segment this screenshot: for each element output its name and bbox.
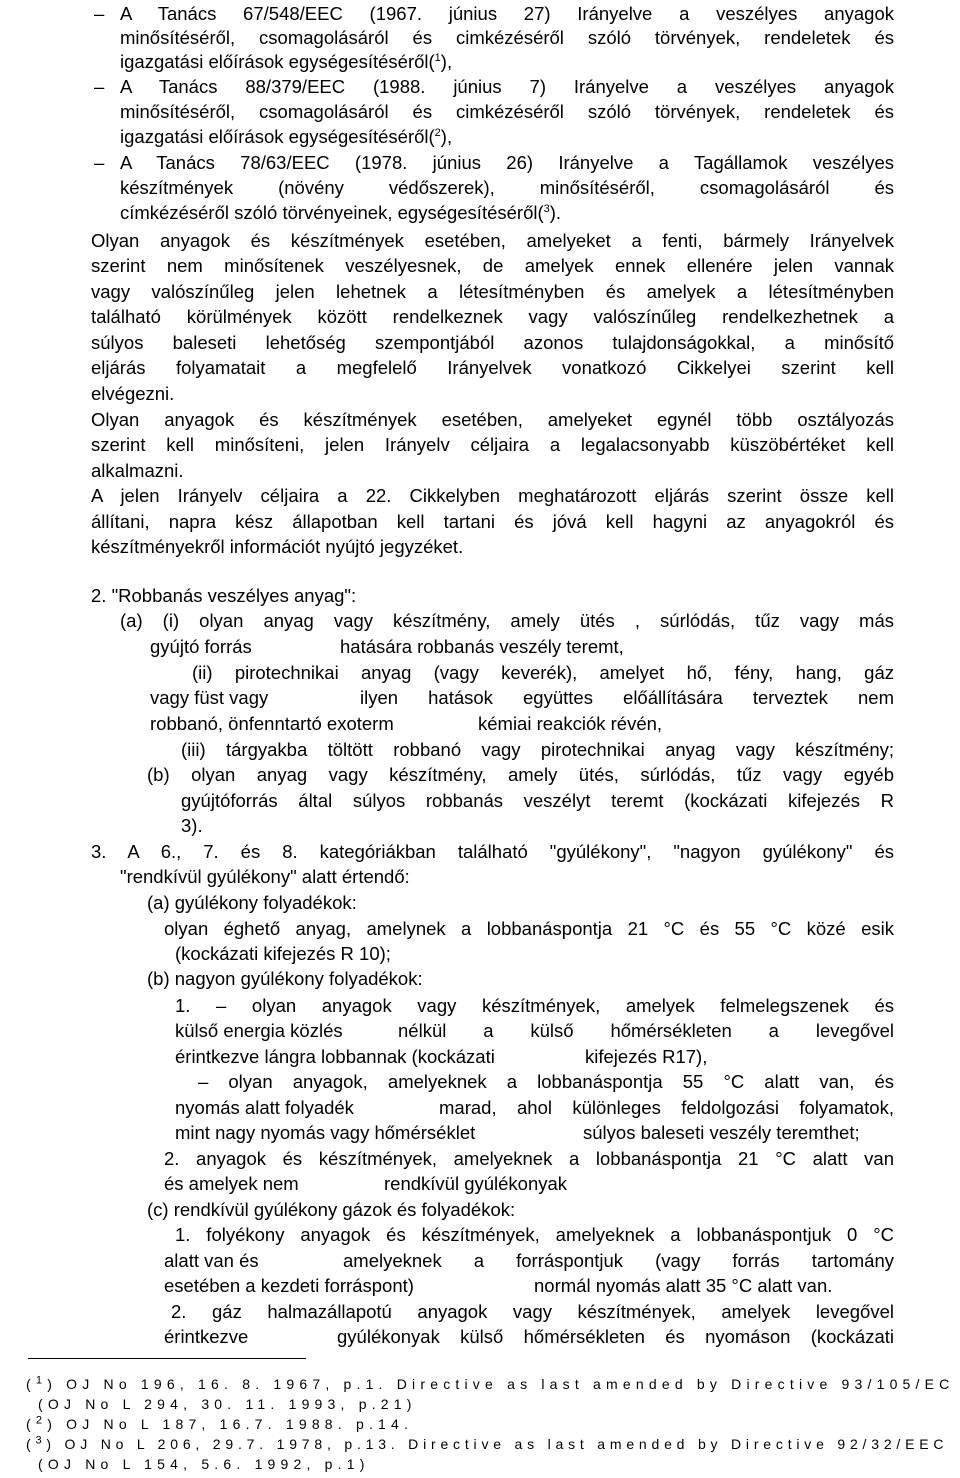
subsection-heading: (b) nagyon gyúlékony folyadékok: <box>147 968 423 989</box>
definition-line: rendkívül gyúlékonyak <box>384 1173 568 1194</box>
definition-line: – olyan anyagok, amelyeknek a lobbanáspontja 55 °C alatt van, és <box>198 1071 894 1092</box>
list-item-line: minősítéséről, csomagolásáról és cimkézéséről szóló törvények, rendeletek és <box>120 101 894 122</box>
paragraph-line: súlyos baleseti lehetőség szempontjából azonos tulajdonságokkal, a minősítő <box>91 332 894 353</box>
definition-line: (b) olyan anyag vagy készítmény, amely ütés, súrlódás, tűz vagy egyéb <box>147 764 894 785</box>
definition-line: kémiai reakciók révén, <box>478 713 663 734</box>
definition-line: kifejezés R17), <box>585 1046 708 1067</box>
paragraph-line: eljárás folyamatait a megfelelő Irányelvek vonatkozó Cikkelyei szerint kell <box>91 357 894 378</box>
paragraph-line: Olyan anyagok és készítmények esetében, amelyeket egynél több osztályozás <box>91 409 894 430</box>
paragraph-line: elvégezni. <box>91 383 175 404</box>
definition-line: 1. – olyan anyagok vagy készítmények, amelyek felmelegszenek és <box>175 995 894 1016</box>
list-item-line: A Tanács 78/63/EEC (1978. június 26) Irányelve a Tagállamok veszélyes <box>120 152 894 173</box>
paragraph-line: szerint nem minősítenek veszélyesnek, de amelyek ennek ellenére jelen vannak <box>91 255 894 276</box>
definition-line: érintkezve lángra lobbannak (kockázati <box>175 1046 495 1067</box>
section-heading: "rendkívül gyúlékony" alatt értendő: <box>120 866 410 887</box>
list-item-line: készítmények (növény védőszerek), minősítéséről, csomagolásáról és <box>120 177 894 198</box>
definition-line: gyújtó forrás <box>150 636 252 657</box>
footnote-ref: 2 <box>434 126 441 139</box>
footnote: ($^3$) OJ No L 206, 29.7. 1978, p.13. Directive as last amended by Directive 92/32/EEC <box>26 1434 949 1452</box>
definition-line: (iii) tárgyakba töltött robbanó vagy pirotechnikai anyag vagy készítmény; <box>181 739 894 760</box>
definition-line: normál nyomás alatt 35 °C alatt van. <box>534 1275 833 1296</box>
paragraph-line: szerint kell minősíteni, jelen Irányelv céljaira a legalacsonyabb küszöbértéket kell <box>91 434 894 455</box>
definition-line: súlyos baleseti veszély teremthet; <box>583 1122 860 1143</box>
definition-line: nyomás alatt folyadék <box>175 1097 354 1118</box>
list-item-line: A Tanács 67/548/EEC (1967. június 27) Irányelve a veszélyes anyagok <box>120 3 894 24</box>
definition-line: 3). <box>181 815 203 836</box>
definition-line: hatására robbanás veszély teremt, <box>340 636 624 657</box>
definition-line: nélkül a külső hőmérsékleten a levegővel <box>398 1020 894 1041</box>
definition-line: érintkezve <box>164 1326 249 1347</box>
subsection-heading: (a) gyúlékony folyadékok: <box>147 892 357 913</box>
footnote: ($^2$) OJ No L 187, 16.7. 1988. p.14. <box>26 1414 414 1432</box>
list-dash: – <box>94 76 105 97</box>
list-item-line: igazgatási előírások egységesítéséről($^1$), <box>120 51 453 72</box>
definition-line: 2. anyagok és készítmények, amelyeknek a lobbanáspontja 21 °C alatt van <box>164 1148 894 1169</box>
paragraph-line: alkalmazni. <box>91 460 184 481</box>
definition-line: 2. gáz halmazállapotú anyagok vagy készítmények, amelyek levegővel <box>171 1301 894 1322</box>
list-dash: – <box>94 152 105 173</box>
definition-line: gyúlékonyak külső hőmérsékleten és nyomáson (kockázati <box>337 1326 894 1347</box>
paragraph-line: Olyan anyagok és készítmények esetében, amelyeket a fenti, bármely Irányelvek <box>91 230 894 251</box>
list-dash: – <box>94 3 105 24</box>
paragraph-line: található körülmények között rendelkeznek vagy valószínűleg rendelkezhetnek a <box>91 306 894 327</box>
footnote-ref: 1 <box>434 51 441 64</box>
footnote-continuation: (OJ No L 154, 5.6. 1992, p.1) <box>38 1456 370 1472</box>
paragraph-line: A jelen Irányelv céljaira a 22. Cikkelyben meghatározott eljárás szerint össze kell <box>91 485 894 506</box>
definition-line: alatt van és <box>164 1250 259 1271</box>
subsection-heading: (c) rendkívül gyúlékony gázok és folyadékok: <box>147 1199 516 1220</box>
definition-line: külső energia közlés <box>175 1020 343 1041</box>
definition-line: esetében a kezdeti forráspont) <box>164 1275 414 1296</box>
definition-line: (kockázati kifejezés R 10); <box>175 943 391 964</box>
footnote-ref: 3 <box>543 202 550 215</box>
definition-line: ilyen hatások együttes előállítására terveztek nem <box>360 687 894 708</box>
definition-line: robbanó, önfenntartó exoterm <box>150 713 394 734</box>
footnote-continuation: (OJ No L 294, 30. 11. 1993, p.21) <box>38 1396 417 1412</box>
definition-line: marad, ahol különleges feldolgozási folyamatok, <box>439 1097 894 1118</box>
definition-line: vagy füst vagy <box>150 687 269 708</box>
section-heading: 3. A 6., 7. és 8. kategóriákban található "gyúlékony", "nagyon gyúlékony" és <box>91 841 894 862</box>
definition-line: olyan éghető anyag, amelynek a lobbanáspontja 21 °C és 55 °C közé esik <box>164 918 894 939</box>
definition-line: (ii) pirotechnikai anyag (vagy keverék), amelyet hő, fény, hang, gáz <box>192 662 894 683</box>
footnote-separator <box>28 1358 306 1359</box>
definition-line: és amelyek nem <box>164 1173 299 1194</box>
list-item-line: A Tanács 88/379/EEC (1988. június 7) Irányelve a veszélyes anyagok <box>120 76 894 97</box>
definition-line: (a) (i) olyan anyag vagy készítmény, amely ütés , súrlódás, tűz vagy más <box>120 610 894 631</box>
list-item-line: minősítéséről, csomagolásáról és cimkézéséről szóló törvények, rendeletek és <box>120 27 894 48</box>
definition-line: 1. folyékony anyagok és készítmények, amelyeknek a lobbanáspontjuk 0 °C <box>175 1224 894 1245</box>
paragraph-line: állítani, napra kész állapotban kell tartani és jóvá kell hagyni az anyagokról és <box>91 511 894 532</box>
footnote: ($^1$) OJ No 196, 16. 8. 1967, p.1. Directive as last amended by Directive 93/105/EC <box>26 1374 955 1392</box>
list-item-line: igazgatási előírások egységesítéséről($^2$), <box>120 126 453 147</box>
paragraph-line: vagy valószínűleg jelen lehetnek a létesítményben és amelyek a létesítményben <box>91 281 894 302</box>
paragraph-line: készítményekről információt nyújtó jegyzéket. <box>91 536 464 557</box>
definition-line: mint nagy nyomás vagy hőmérséklet <box>175 1122 476 1143</box>
definition-line: gyújtóforrás által súlyos robbanás veszélyt teremt (kockázati kifejezés R <box>181 790 894 811</box>
list-item-line: címkézéséről szóló törvényeinek, egységesítéséről($^3$). <box>120 202 562 223</box>
definition-line: amelyeknek a forráspontjuk (vagy forrás tartomány <box>343 1250 894 1271</box>
section-heading: 2. "Robbanás veszélyes anyag": <box>91 585 357 606</box>
